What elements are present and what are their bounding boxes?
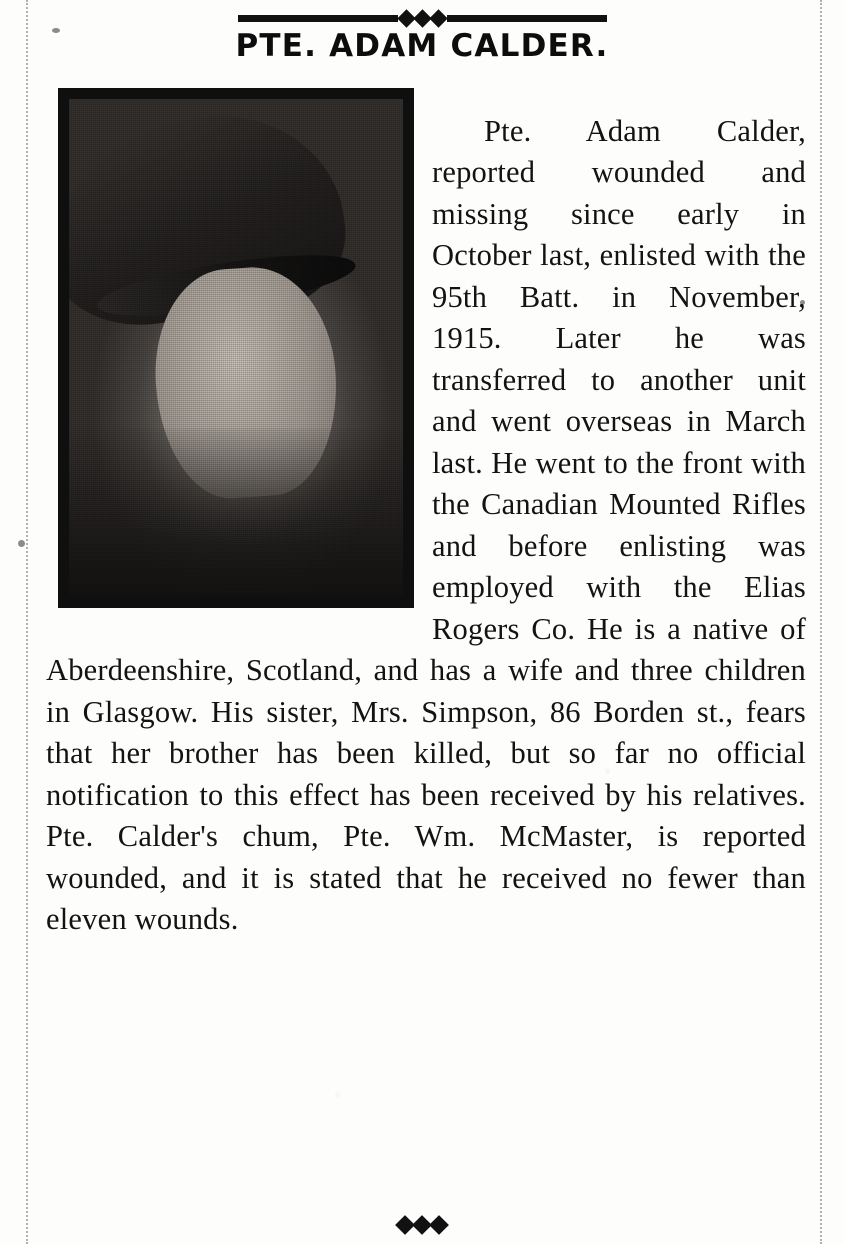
- ornament-bar-left: [238, 15, 398, 22]
- diamond-ornament-bottom: [0, 1214, 844, 1236]
- ornament-diamonds-bottom: [398, 1218, 446, 1232]
- diamond-rule-ornament: [0, 6, 844, 30]
- diamond-icon: [429, 9, 447, 27]
- article-body: [46, 80, 806, 971]
- paper-speck: [800, 300, 805, 305]
- article-paragraph-text: Pte. Adam Calder, reported wounded and missing since early in October last, enlisted with the 95th Batt. in November, 1915. Later he was transferred to another unit and went overseas in March last. He went to the front with the Canadian Mounted Rifles and before enlisting was employed with the Elias Rogers Co. He is a native of Aberdeenshire, Scotland, and has a wife and three children in Glasgow. His sister, Mrs. Simpson, 86 Borden st., fears that her brother has been killed, but so far no official notification to this effect has been received by his relatives. Pte. Calder's chum, Pte. Wm. McMaster, is reported wounded, and it is stated that he received no fewer than eleven wounds.: [46, 113, 806, 936]
- portrait-photo-image: [69, 99, 403, 597]
- halftone-grain: [69, 99, 403, 597]
- column-rule-right: [820, 0, 822, 1244]
- paper-speck: [52, 28, 60, 33]
- column-rule-left: [26, 0, 28, 1244]
- ornament-diamonds-top: [400, 12, 445, 25]
- photo-figure: [58, 88, 414, 608]
- page-title: PTE. ADAM CALDER.: [235, 28, 609, 64]
- diamond-icon: [429, 1215, 449, 1235]
- ornament-bar-right: [447, 15, 607, 22]
- portrait-photo: [58, 88, 414, 608]
- paper-speck: [18, 540, 25, 547]
